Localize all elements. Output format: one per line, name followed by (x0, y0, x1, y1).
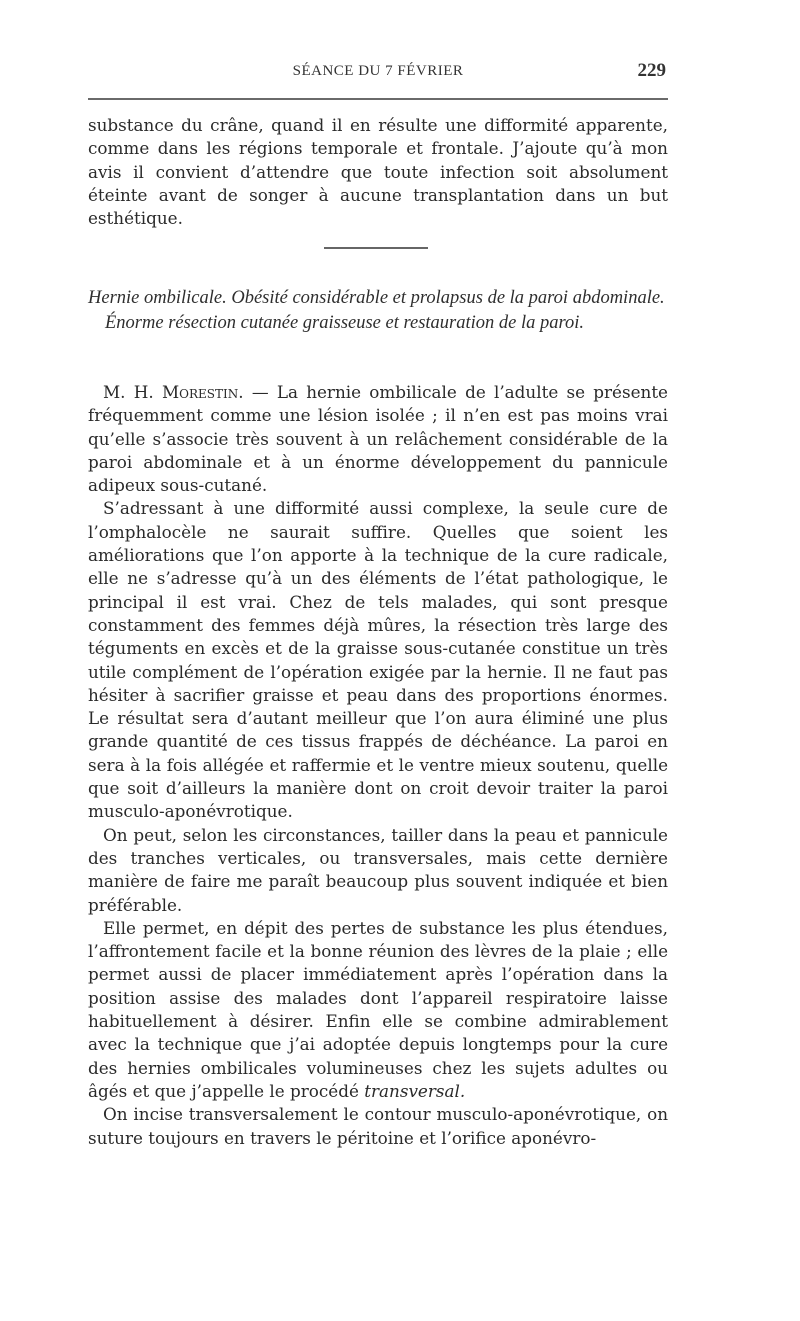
header-rule (88, 98, 668, 100)
speaker-name: Morestin. (161, 382, 244, 402)
paragraph-3: On peut, selon les circonstances, tailler dans la peau et pannicule des tranches verticales, ou transversales, mais cette dernière manière de faire me paraît beaucoup plus souvent indiquée et bien préférable. (88, 824, 668, 915)
running-header (88, 60, 668, 84)
section-heading: Hernie ombilicale. Obésité considérable et prolapsus de la paroi abdominale. Énorme résection cutanée graisseuse et restauration de la paroi. (88, 288, 665, 333)
speaker-initial: M. H. (103, 382, 154, 402)
section-divider (324, 247, 428, 249)
page-number: 229 (637, 60, 666, 81)
section-body (88, 381, 668, 1150)
paragraph-4 (88, 917, 668, 1103)
paragraph-4-text: Elle permet, en dépit des pertes de substance les plus étendues, l’affrontement facile et la bonne réunion des lèvres de la plaie ; elle permet aussi de placer immédiatement après l’opération dans la position assise des malades dont l’appareil respiratoire laisse habituellement à désirer. Enfin elle se combine admirablement avec la technique que j’ai adoptée depuis longtemps pour la cure des hernies ombilicales volumineuses chez les sujets adultes ou âgés et que j’appelle le procédé (88, 917, 668, 1101)
paragraph-5: On incise transversalement le contour musculo-aponévrotique, on suture toujours en travers le péritoine et l’orifice aponévro- (88, 1104, 668, 1148)
paragraph-1 (88, 381, 668, 497)
continuation-paragraph: substance du crâne, quand il en résulte une difformité apparente, comme dans les régions temporale et frontale. J’ajoute qu’à mon avis il convient d’attendre que toute infection soit absolument éteinte avant de songer à aucune transplantation dans un but esthétique. (88, 115, 668, 229)
paragraph-2: S’adressant à une difformité aussi complexe, la seule cure de l’omphalocèle ne saurait suffire. Quelles que soient les améliorations que l’on apporte à la technique de la cure radicale, elle ne s’adresse qu’à un des éléments de l’état pathologique, le principal il est vrai. Chez de tels malades, qui sont presque constamment des femmes déjà mûres, la résection très large des téguments en excès et de la graisse sous-cutanée constitue un très utile complément de l’opération exigée par la hernie. Il ne faut pas hésiter à sacrifier graisse et peau dans des proportions énormes. Le résultat sera d’autant meilleur que l’on aura éliminé une plus grande quantité de ces tissus frappés de déchéance. La paroi en sera à la fois allégée et raffermie et le ventre mieux soutenu, quelle que soit d’ailleurs la manière dont on croit devoir traiter la paroi musculo-aponévrotique. (88, 498, 668, 822)
running-title: SÉANCE DU 7 FÉVRIER (292, 63, 464, 79)
paragraph-1-text: — La hernie ombilicale de l’adulte se présente fréquemment comme une lésion isolée ; il n’en est pas moins vrai qu’elle s’associe très souvent à un relâchement considérable de la paroi abdominale et à un énorme développement du pannicule adipeux sous-cutané. (88, 382, 668, 496)
procedure-name: transversal. (364, 1080, 466, 1101)
